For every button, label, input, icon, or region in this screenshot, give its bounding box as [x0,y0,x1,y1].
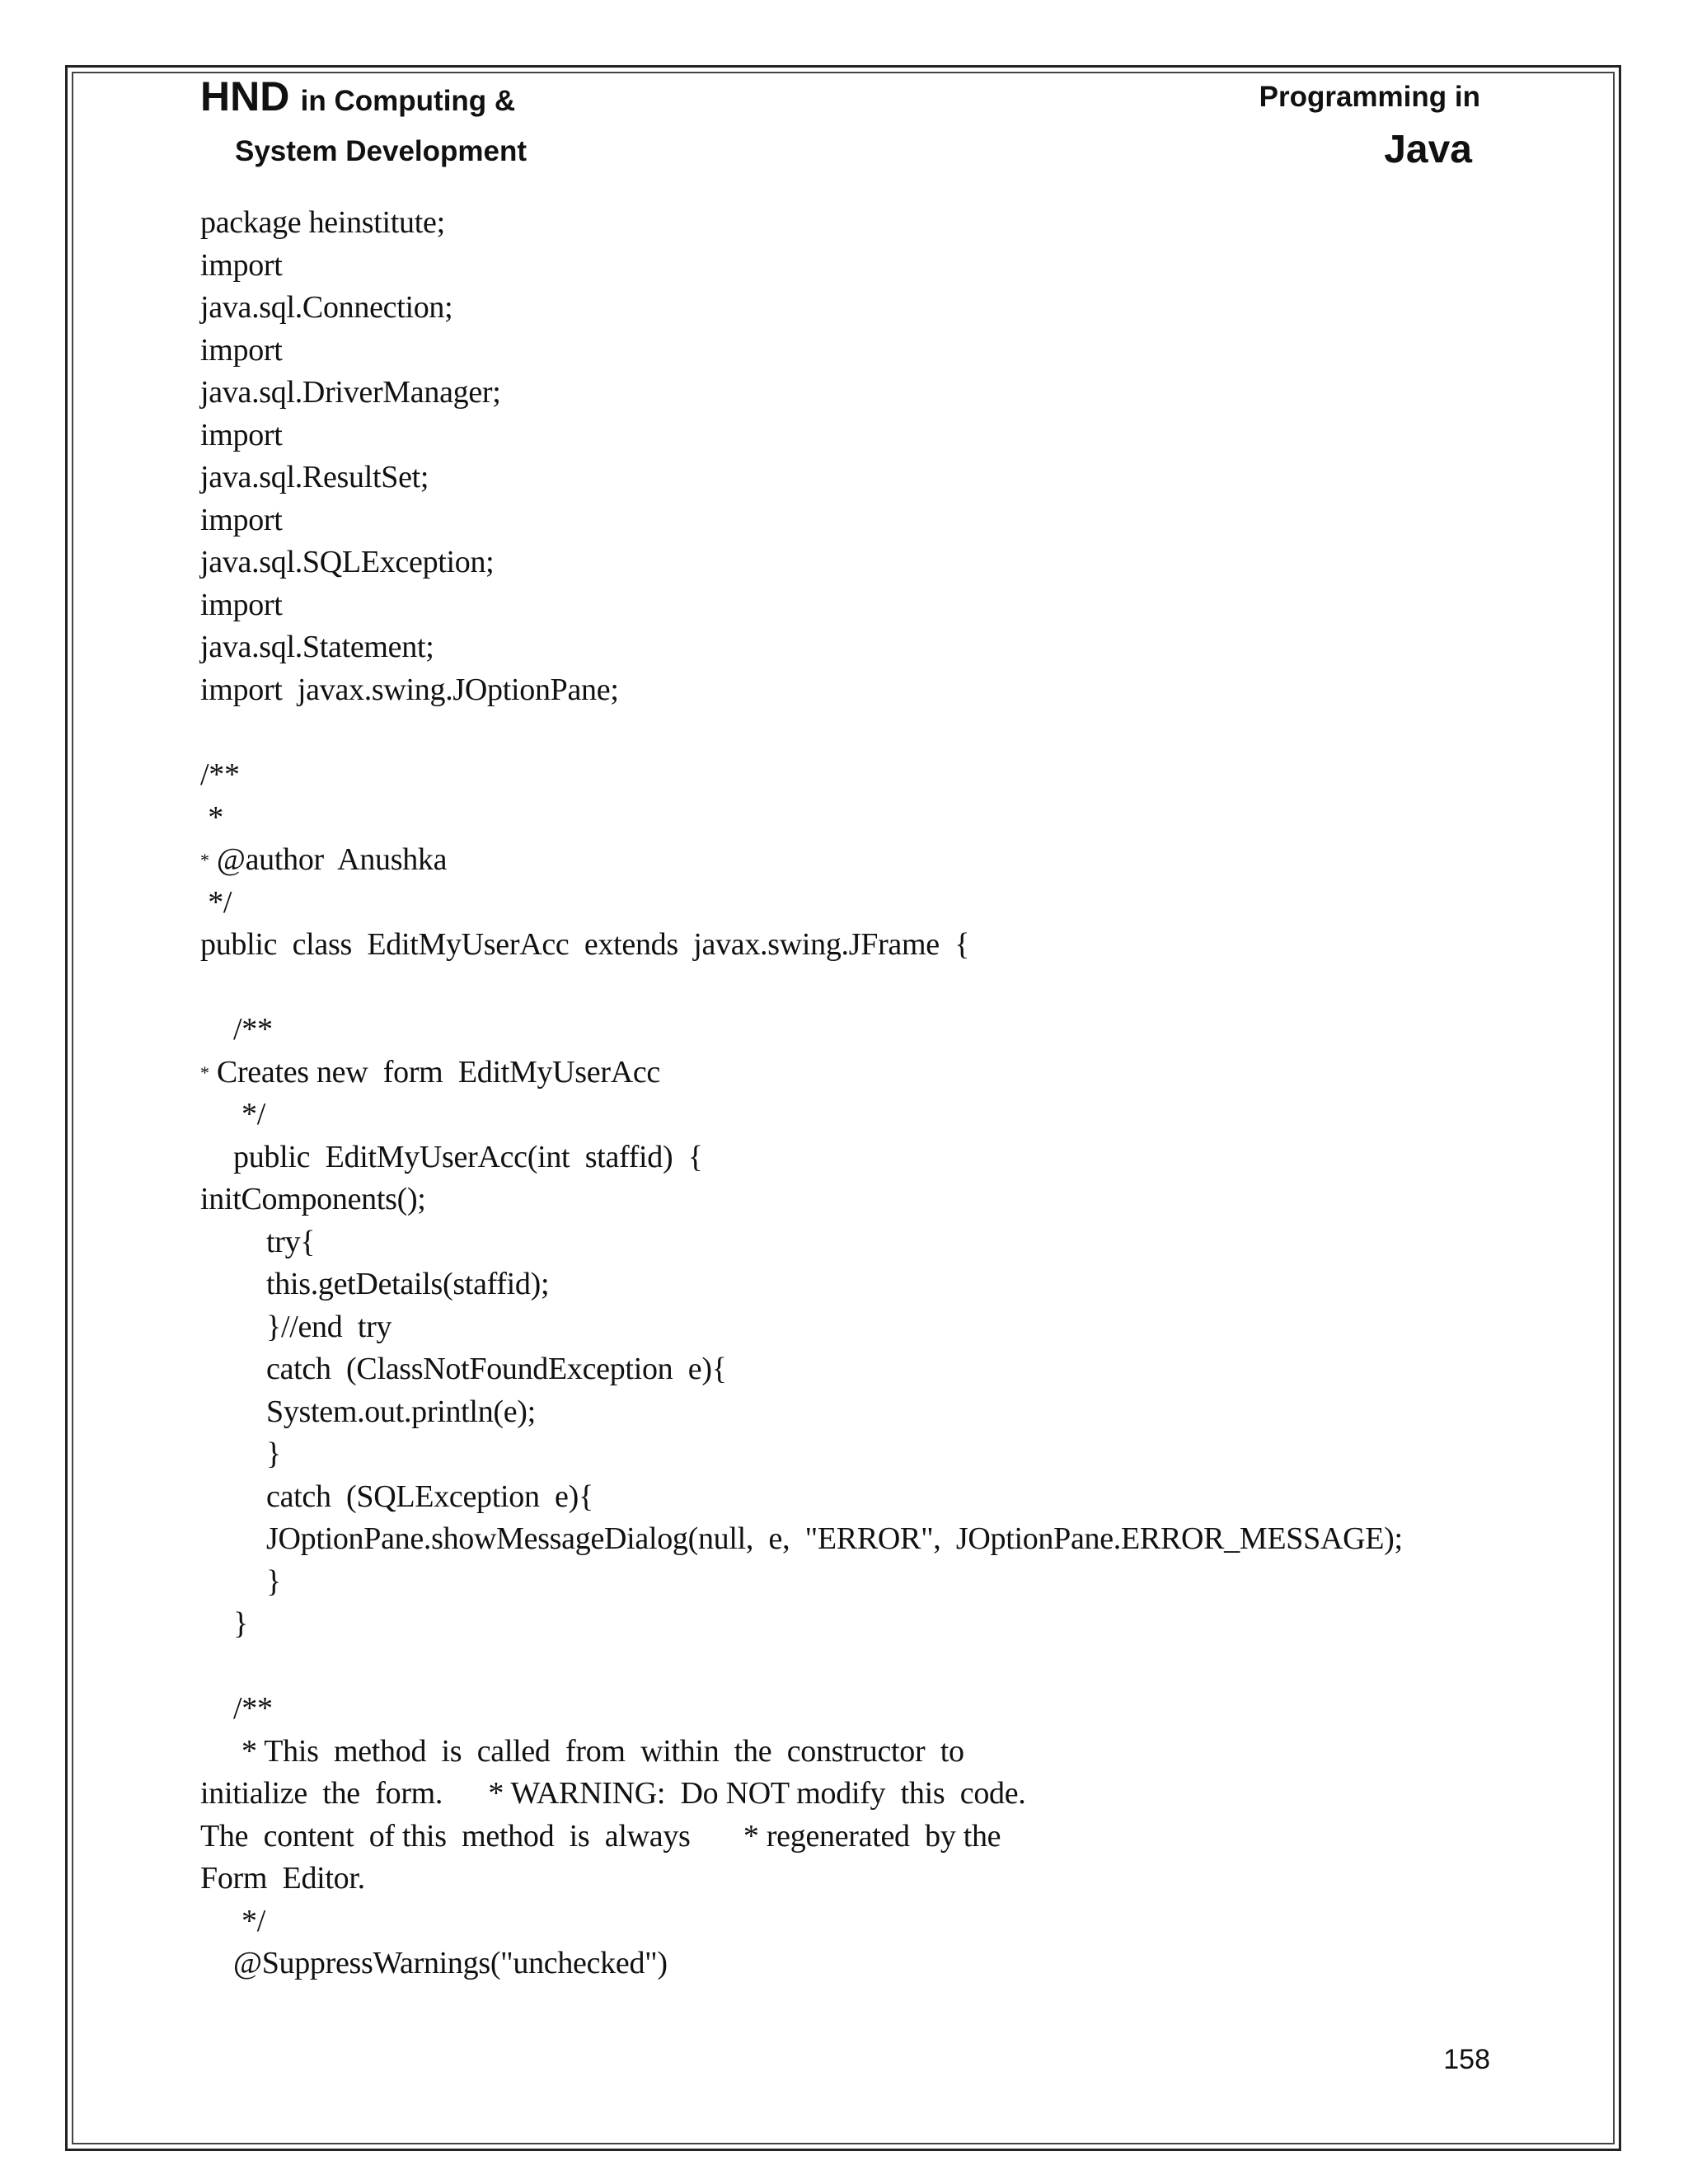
code-line: * [200,800,223,835]
code-line: System.out.println(e); [266,1394,536,1429]
code-line: */ [241,1097,265,1132]
code-line: java.sql.DriverManager; [200,375,501,410]
code-line: public EditMyUserAcc(int staffid) { [233,1140,703,1174]
code-line [200,841,447,879]
code-line: @SuppressWarnings("unchecked") [233,1946,668,1980]
code-line: } [266,1564,281,1599]
header-programming-in: Programming in [1259,81,1480,113]
code-line [200,1054,660,1091]
code-line: /** [233,1012,273,1047]
code-line: */ [200,885,232,920]
code-line-text: @author Anushka [216,842,448,877]
code-line: } [233,1606,248,1641]
code-line: this.getDetails(staffid); [266,1267,550,1301]
code-line: import [200,248,283,283]
code-line: public class EditMyUserAcc extends javax.swing.JFrame { [200,927,970,962]
code-line: /** [200,757,240,792]
code-line: }//end try [266,1310,392,1344]
code-line: JOptionPane.showMessageDialog(null, e, "ERROR", JOptionPane.ERROR_MESSAGE); [266,1521,1403,1556]
code-line: java.sql.Connection; [200,290,453,325]
code-line: import javax.swing.JOptionPane; [200,673,619,707]
code-line: import [200,503,283,537]
header-course-title [200,73,515,120]
bullet-star: * [200,1062,209,1083]
code-line: initComponents(); [200,1182,426,1216]
header-java: Java [1384,128,1472,171]
code-line: java.sql.ResultSet; [200,460,429,494]
code-line: try{ [266,1225,316,1259]
code-line: Form Editor. [200,1861,365,1896]
bullet-star: * [200,850,209,870]
code-line-text: Creates new form EditMyUserAcc [216,1055,660,1090]
page-number: 158 [1443,2044,1490,2075]
code-line: catch (ClassNotFoundException e){ [266,1352,727,1386]
code-line: import [200,418,283,452]
code-line: } [266,1436,281,1471]
code-line: The content of this method is always * regenerated by the [200,1819,1001,1854]
code-line: * This method is called from within the constructor to [241,1734,964,1769]
header-in-computing: in Computing & [300,85,516,117]
code-line: java.sql.Statement; [200,630,434,664]
header-system-development: System Development [235,135,528,167]
code-line: */ [241,1904,265,1938]
code-line: import [200,588,283,622]
code-line: import [200,333,283,368]
code-line: package heinstitute; [200,205,445,240]
code-line: catch (SQLException e){ [266,1479,593,1514]
code-line: /** [233,1691,273,1726]
code-line: java.sql.SQLException; [200,545,495,579]
code-line: initialize the form. * WARNING: Do NOT modify this code. [200,1776,1026,1811]
header-hnd: HND [200,73,290,120]
